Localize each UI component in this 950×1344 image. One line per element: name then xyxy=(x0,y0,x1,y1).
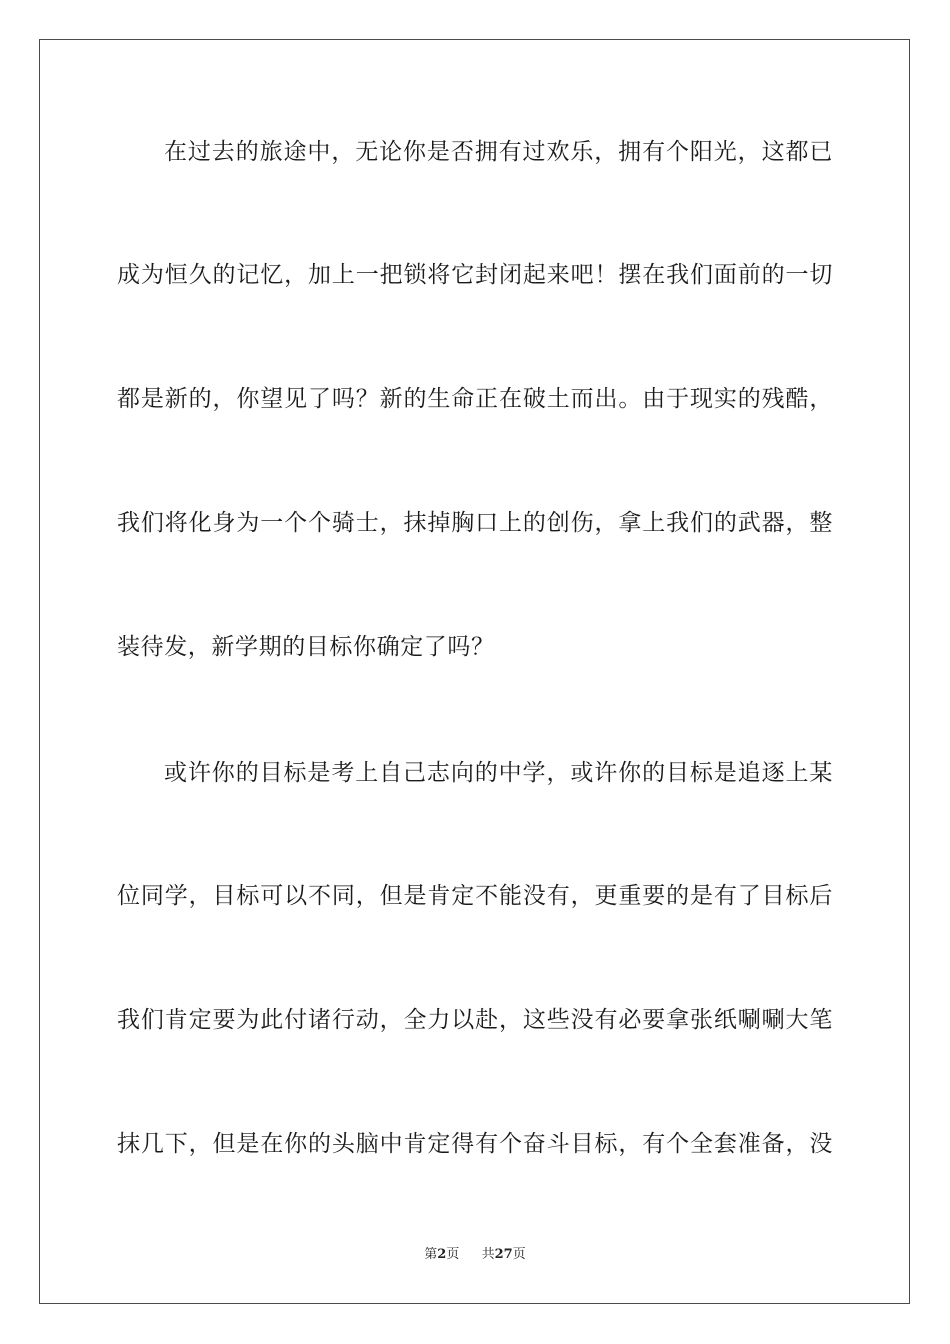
paragraph-2-line-1: 或许你的目标是考上自己志向的中学，或许你的目标是追逐上某 xyxy=(164,760,833,786)
paragraph-1-line-2: 成为恒久的记忆，加上一把锁将它封闭起来吧！摆在我们面前的一切 xyxy=(117,262,833,288)
page-prefix: 第 xyxy=(424,1247,438,1262)
page-suffix: 页 xyxy=(446,1247,460,1262)
page-footer xyxy=(0,1246,950,1264)
total-pages: 27 xyxy=(494,1247,513,1262)
total-suffix: 页 xyxy=(512,1247,526,1262)
page-number: 2 xyxy=(437,1247,447,1262)
paragraph-1-line-5: 装待发，新学期的目标你确定了吗？ xyxy=(117,634,495,660)
paragraph-2-line-2: 位同学，目标可以不同，但是肯定不能没有，更重要的是有了目标后 xyxy=(117,883,833,909)
paragraph-2-line-3: 我们肯定要为此付诸行动，全力以赴，这些没有必要拿张纸唰唰大笔 xyxy=(117,1007,833,1033)
paragraph-1-line-1: 在过去的旅途中，无论你是否拥有过欢乐，拥有个阳光，这都已 xyxy=(164,139,833,165)
page-border xyxy=(39,39,910,1304)
paragraph-1-line-4: 我们将化身为一个个骑士，抹掉胸口上的创伤，拿上我们的武器，整 xyxy=(117,510,833,536)
paragraph-1-line-3: 都是新的，你望见了吗？新的生命正在破土而出。由于现实的残酷， xyxy=(117,386,833,412)
paragraph-2-line-4: 抹几下，但是在你的头脑中肯定得有个奋斗目标，有个全套准备，没 xyxy=(117,1131,833,1157)
page-indicator xyxy=(424,1246,459,1264)
total-pages-indicator xyxy=(482,1246,526,1264)
total-prefix: 共 xyxy=(481,1247,495,1262)
